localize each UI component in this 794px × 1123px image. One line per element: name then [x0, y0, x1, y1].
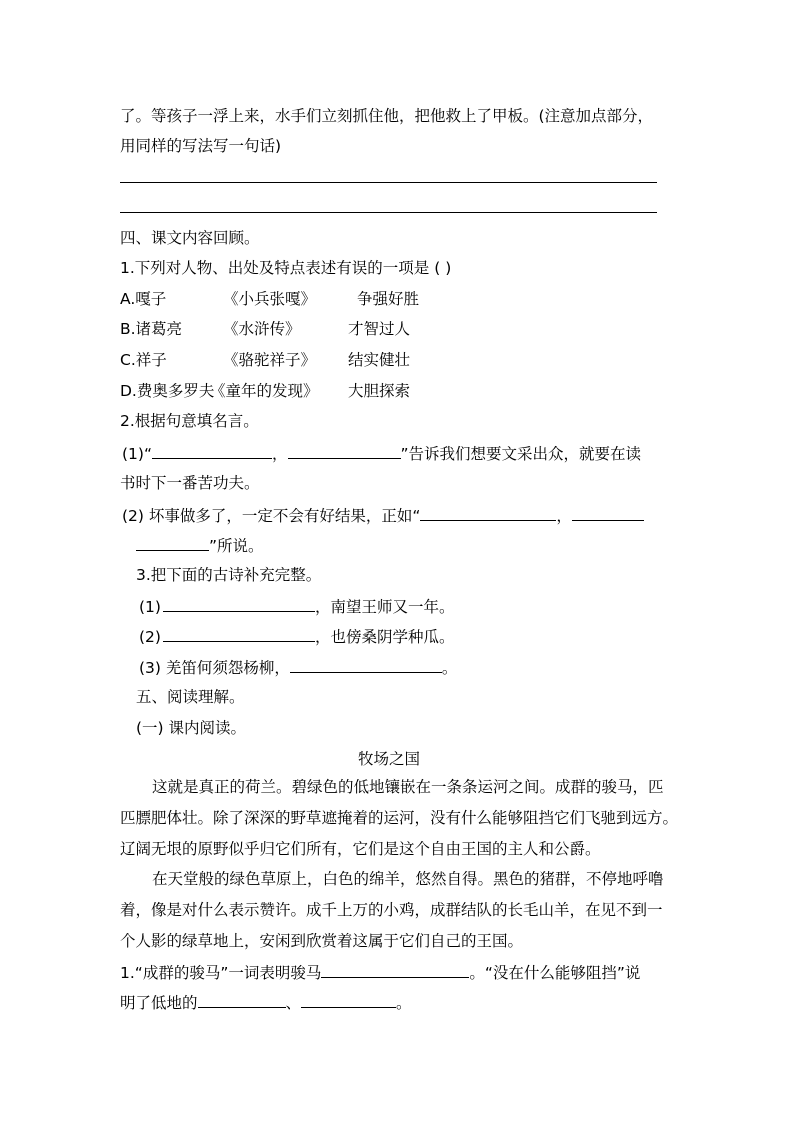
answer-line-1[interactable]: [120, 182, 657, 183]
section-5-heading: 五、阅读理解。: [136, 688, 245, 706]
intro-line-2: 用同样的写法写一句话): [120, 137, 282, 155]
option-b-label: B.诸葛亮: [120, 320, 183, 338]
q2-item-1: [122, 443, 641, 464]
option-d-label: D.费奥多罗夫: [120, 382, 215, 400]
passage-p1-line-2: 匹膘肥体壮。除了深深的野草遮掩着的运河，没有什么能够阻挡它们飞驰到远方。: [120, 809, 679, 827]
reading-q1-blank-a[interactable]: [321, 962, 469, 978]
q3-item-3-head: (3) 羌笛何须怨杨柳，: [139, 659, 290, 677]
q3-prompt: 3.把下面的古诗补充完整。: [136, 566, 322, 584]
q2-prompt: 2.根据句意填名言。: [120, 412, 259, 430]
q2-item-1-blank-b[interactable]: [288, 443, 401, 459]
q2-item-1-tail: ”告诉我们想要文采出众，就要在读: [400, 445, 642, 463]
q2-item-2-line-2: [136, 535, 264, 556]
q2-item-2-blank-a[interactable]: [420, 505, 556, 521]
option-b-trait: 才智过人: [348, 320, 411, 338]
q2-item-1-comma: ，: [272, 445, 288, 463]
q1-prompt: 1.下列对人物、出处及特点表述有误的一项是 ( ): [120, 259, 452, 277]
intro-line-1: 了。等孩子一浮上来，水手们立刻抓住他，把他救上了甲板。(注意加点部分，: [120, 107, 654, 125]
q2-item-2-blank-b[interactable]: [572, 505, 644, 521]
section-5-subheading: (一) 课内阅读。: [136, 719, 247, 737]
reading-q1-blank-c[interactable]: [301, 992, 396, 1008]
option-b-source: 《水浒传》: [223, 320, 301, 338]
q2-item-2-head: (2) 坏事做多了，一定不会有好结果，正如“: [122, 507, 421, 525]
passage-p2-line-2: 着，像是对什么表示赞许。成千上万的小鸡，成群结队的长毛山羊，在见不到一: [120, 901, 663, 919]
q3-item-3-blank[interactable]: [290, 657, 442, 673]
passage-p2-line-1: 在天堂般的绿色草原上，白色的绵羊，悠然自得。黑色的猪群，不停地呼噜: [152, 870, 664, 888]
reading-q1-sep: 、: [285, 994, 302, 1012]
passage-title: 牧场之国: [358, 750, 421, 768]
reading-q1-mid: 。“没在什么能够阻挡”说: [469, 964, 641, 982]
passage-p2-line-3: 个人影的绿草地上，安闲到欣赏着这属于它们自己的王国。: [120, 932, 524, 950]
q3-item-2-blank[interactable]: [163, 626, 315, 642]
q3-item-3: [139, 657, 457, 678]
q2-item-2-comma: ，: [556, 507, 572, 525]
reading-q1-blank-b[interactable]: [198, 992, 286, 1008]
q3-item-1-tail: ，南望王师又一年。: [314, 598, 455, 616]
q2-item-2-tail: ”所说。: [209, 537, 264, 555]
reading-q1-line-2-head: 明了低地的: [120, 994, 198, 1012]
reading-q1-line-1: [120, 962, 640, 983]
q2-item-1-number: (1)“: [122, 445, 152, 463]
option-c-trait: 结实健壮: [348, 351, 411, 369]
option-a-label: A.嘎子: [120, 290, 167, 308]
passage-p1-line-1: 这就是真正的荷兰。碧绿色的低地镶嵌在一条条运河之间。成群的骏马，匹: [152, 778, 664, 796]
q3-item-3-tail: 。: [441, 659, 458, 677]
option-a-source: 《小兵张嘎》: [223, 290, 317, 308]
option-d-trait: 大胆探索: [348, 382, 411, 400]
reading-q1-end: 。: [396, 994, 412, 1012]
section-4-heading: 四、课文内容回顾。: [120, 229, 260, 247]
q3-item-2: [139, 626, 454, 647]
q3-item-2-tail: ，也傍桑阴学种瓜。: [314, 628, 455, 646]
passage-p1-line-3: 辽阔无垠的原野似乎归它们所有，它们是这个自由王国的主人和公爵。: [120, 840, 601, 858]
q3-item-1-number: (1): [139, 598, 161, 616]
option-c-label: C.祥子: [120, 351, 167, 369]
option-c-source: 《骆驼祥子》: [223, 351, 317, 369]
q3-item-2-number: (2): [139, 628, 161, 646]
answer-line-2[interactable]: [120, 212, 657, 213]
q3-item-1-blank[interactable]: [163, 596, 315, 612]
q2-item-1-blank-a[interactable]: [152, 443, 272, 459]
option-d-source: 《童年的发现》: [210, 382, 319, 400]
q3-item-1: [139, 596, 454, 617]
reading-q1-line-2: [120, 992, 412, 1013]
q2-item-1-line-2: 书时下一番苦功夫。: [120, 474, 260, 492]
reading-q1-head: 1.“成群的骏马”一词表明骏马: [120, 964, 322, 982]
q2-item-2-blank-c[interactable]: [136, 535, 209, 551]
q2-item-2: [122, 505, 644, 526]
option-a-trait: 争强好胜: [357, 290, 420, 308]
